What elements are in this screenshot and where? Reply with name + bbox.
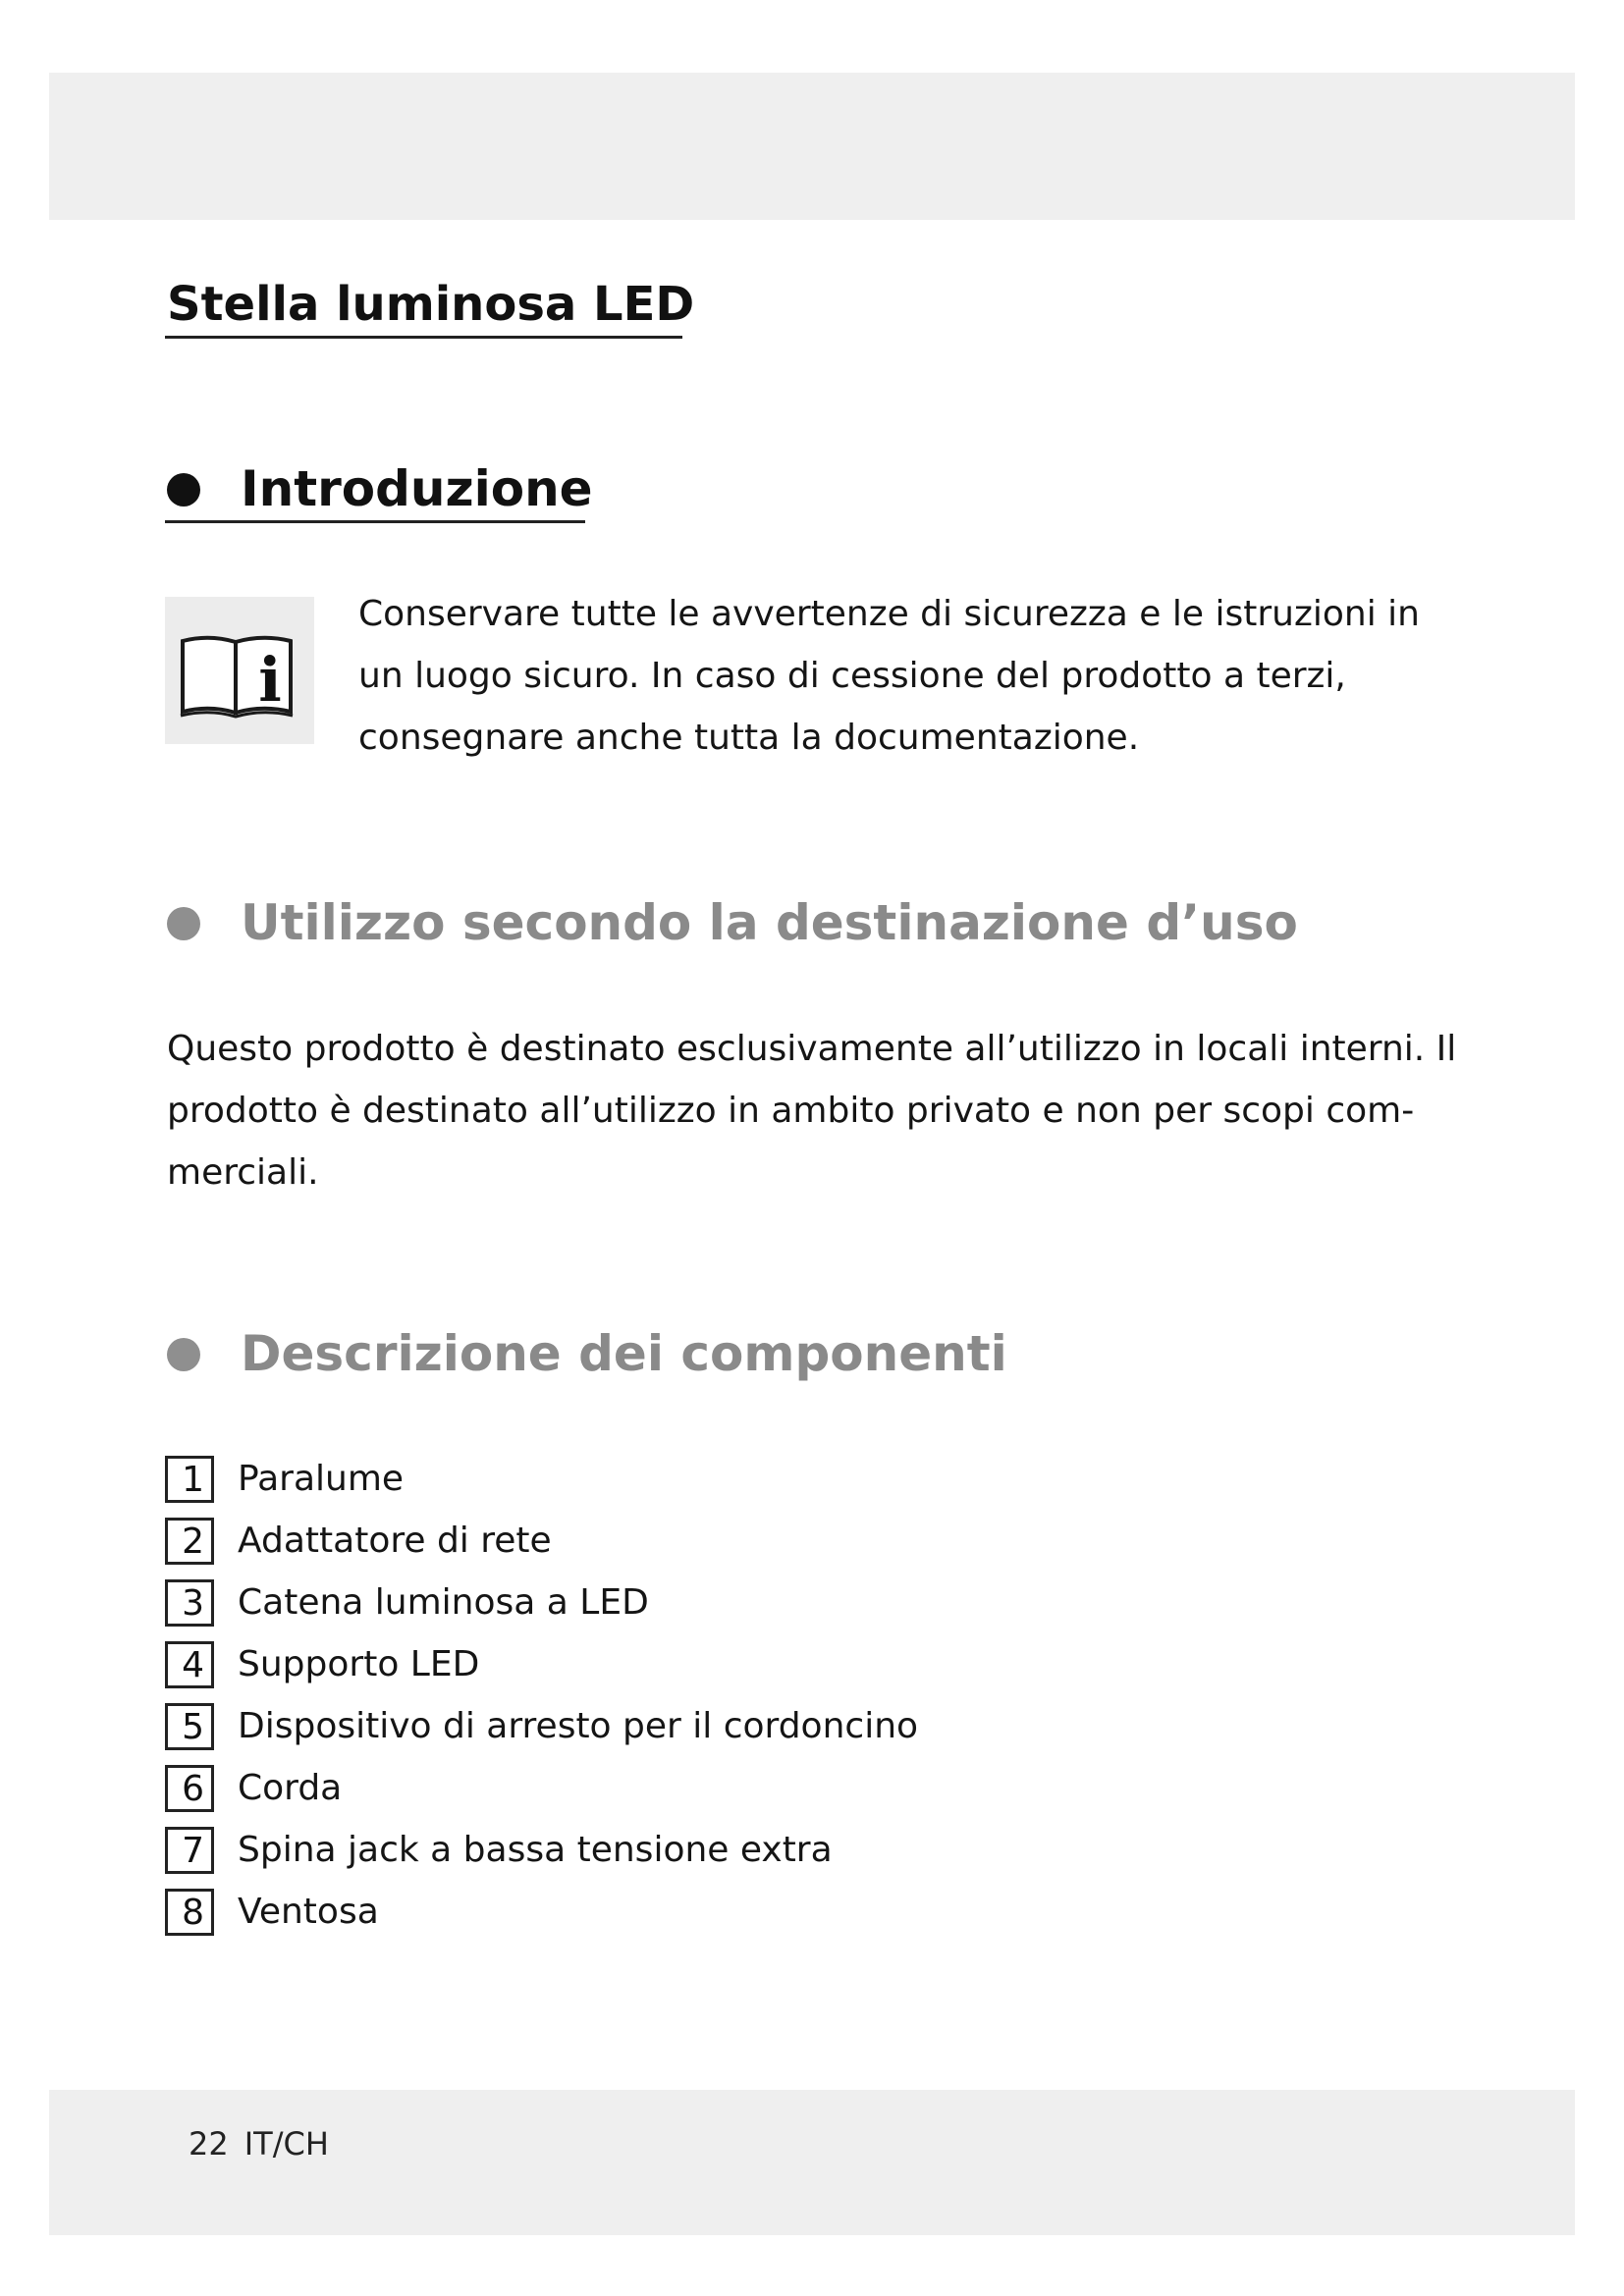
component-label: Spina jack a bassa tensione extra: [238, 1830, 833, 1870]
component-number: 8: [165, 1889, 214, 1936]
component-number: 5: [165, 1703, 214, 1750]
component-label: Supporto LED: [238, 1644, 480, 1684]
component-label: Ventosa: [238, 1892, 379, 1932]
component-item: [165, 1448, 918, 1510]
component-item: [165, 1757, 918, 1819]
page-language: IT/CH: [244, 2125, 329, 2163]
bullet-icon: [167, 907, 200, 940]
component-item: [165, 1819, 918, 1881]
svg-text:i: i: [258, 644, 282, 716]
component-label: Catena luminosa a LED: [238, 1582, 649, 1623]
bullet-icon: [167, 1338, 200, 1371]
component-number: 7: [165, 1827, 214, 1874]
component-number: 4: [165, 1641, 214, 1688]
section-title-intro: Introduzione: [241, 460, 593, 517]
component-label: Corda: [238, 1768, 343, 1808]
component-number: 3: [165, 1579, 214, 1627]
intro-underline: [165, 520, 585, 523]
component-item: [165, 1633, 918, 1695]
component-label: Adattatore di rete: [238, 1521, 552, 1561]
page-footer: [189, 2119, 329, 2168]
info-book-icon: [165, 597, 314, 744]
section-title-components: Descrizione dei componenti: [241, 1325, 1007, 1382]
component-number: 2: [165, 1518, 214, 1565]
bullet-icon: [167, 473, 200, 507]
header-band: [49, 73, 1575, 220]
page-title: Stella luminosa LED: [167, 277, 695, 332]
title-underline: [165, 336, 682, 339]
component-number: 1: [165, 1456, 214, 1503]
component-item: [165, 1695, 918, 1757]
intro-paragraph: Conservare tutte le avvertenze di sicurezza e le istruzioni in un luogo sicuro. In caso di cessione del prodotto a terzi, consegnare anche tutta la documentazione.: [358, 594, 1420, 758]
component-item: [165, 1572, 918, 1633]
component-item: [165, 1881, 918, 1943]
component-number: 6: [165, 1765, 214, 1812]
section-title-usage: Utilizzo secondo la destinazione d’uso: [241, 894, 1298, 951]
usage-paragraph: Questo prodotto è destinato esclusivamente all’utilizzo in locali interni. Il prodotto è destinato all’utilizzo in ambito privato e non per scopi com-merciali.: [167, 1029, 1457, 1193]
page-number: 22: [189, 2125, 229, 2163]
component-label: Paralume: [238, 1459, 405, 1499]
component-item: [165, 1510, 918, 1572]
component-label: Dispositivo di arresto per il cordoncino: [238, 1706, 919, 1746]
components-list: [165, 1448, 918, 1943]
